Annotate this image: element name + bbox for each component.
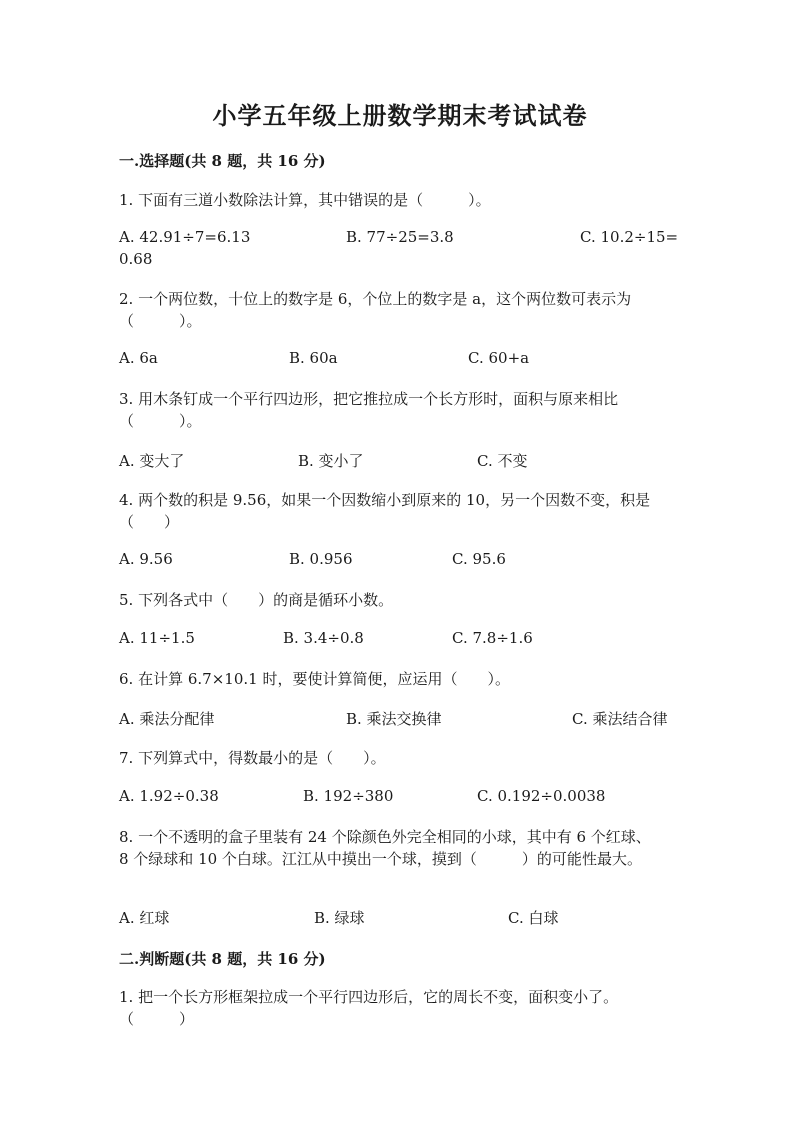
question-text-continued: （ ）。: [119, 312, 202, 330]
option-a: A. 乘法分配律: [119, 710, 215, 728]
section-heading-choice: 一.选择题(共 8 题，共 16 分): [119, 152, 326, 170]
option-a: A. 红球: [119, 909, 170, 927]
question-text-continued: （ ）: [119, 513, 180, 531]
option-a: A. 42.91÷7=6.13: [119, 228, 251, 246]
option-a: A. 6a: [119, 349, 158, 367]
question-text: 6. 在计算 6.7×10.1 时，要使计算简便，应运用（ ）。: [119, 670, 510, 688]
question-text-continued: 8 个绿球和 10 个白球。江江从中摸出一个球，摸到（ ）的可能性最大。: [119, 850, 642, 868]
option-b: B. 绿球: [314, 909, 365, 927]
page-title: 小学五年级上册数学期末考试试卷: [212, 101, 588, 130]
question-text: 2. 一个两位数，十位上的数字是 6，个位上的数字是 a，这个两位数可表示为: [119, 290, 632, 308]
option-c: C. 白球: [508, 909, 559, 927]
question-text: 5. 下列各式中（ ）的商是循环小数。: [119, 591, 394, 609]
option-b: B. 60a: [289, 349, 338, 367]
question-text: 7. 下列算式中，得数最小的是（ ）。: [119, 749, 386, 767]
option-c: C. 0.192÷0.0038: [477, 787, 606, 805]
question-text: 4. 两个数的积是 9.56，如果一个因数缩小到原来的 10，另一个因数不变，积是: [119, 491, 651, 509]
option-c: C. 不变: [477, 452, 528, 470]
section-heading-judgement: 二.判断题(共 8 题，共 16 分): [119, 950, 326, 968]
option-c-continued: 0.68: [119, 250, 153, 268]
option-b: B. 192÷380: [303, 787, 394, 805]
option-a: A. 9.56: [119, 550, 173, 568]
option-c: C. 7.8÷1.6: [452, 629, 533, 647]
option-b: B. 77÷25=3.8: [346, 228, 454, 246]
option-b: B. 0.956: [289, 550, 353, 568]
option-c: C. 60+a: [468, 349, 530, 367]
option-b: B. 3.4÷0.8: [283, 629, 364, 647]
option-b: B. 变小了: [298, 452, 364, 470]
option-a: A. 1.92÷0.38: [119, 787, 219, 805]
question-text: 1. 把一个长方形框架拉成一个平行四边形后，它的周长不变，面积变小了。: [119, 988, 619, 1006]
option-c: C. 乘法结合律: [572, 710, 668, 728]
option-a: A. 11÷1.5: [119, 629, 195, 647]
question-text-continued: （ ）。: [119, 412, 202, 430]
option-c: C. 10.2÷15=: [580, 228, 679, 246]
question-text: 8. 一个不透明的盒子里装有 24 个除颜色外完全相同的小球，其中有 6 个红球、: [119, 828, 651, 846]
question-text: 1. 下面有三道小数除法计算，其中错误的是（ ）。: [119, 191, 491, 209]
option-c: C. 95.6: [452, 550, 506, 568]
option-a: A. 变大了: [119, 452, 185, 470]
question-text: 3. 用木条钉成一个平行四边形，把它推拉成一个长方形时，面积与原来相比: [119, 390, 619, 408]
option-b: B. 乘法交换律: [346, 710, 442, 728]
question-text-continued: （ ）: [119, 1010, 195, 1028]
